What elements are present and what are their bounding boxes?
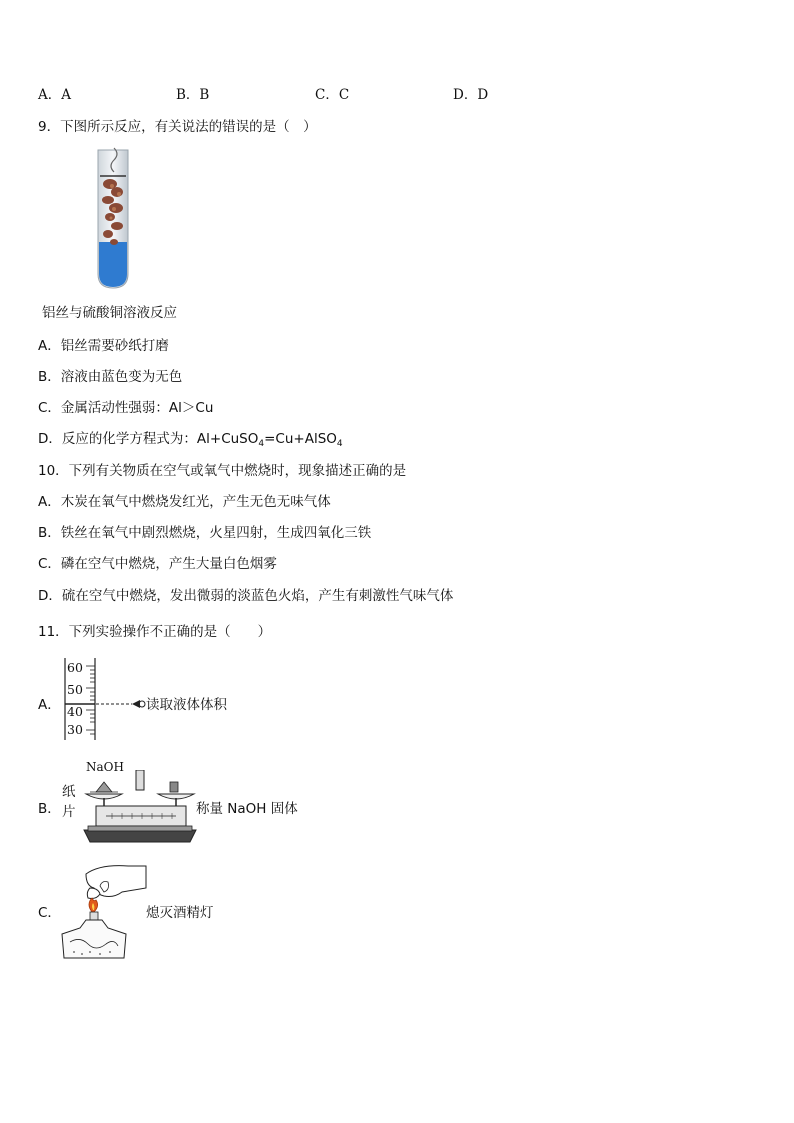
q11-a-caption: 读取液体体积 — [146, 697, 227, 713]
q11-stem: 11．下列实验操作不正确的是（ ） — [38, 624, 272, 640]
naoh-label: NaOH — [86, 760, 124, 774]
q11-b-label: B． — [38, 801, 61, 817]
q11-b-caption: 称量 NaOH 固体 — [196, 801, 298, 817]
cylinder-tick-label-60: 60 — [67, 660, 83, 675]
q9-option-a: A．铝丝需要砂纸打磨 — [38, 338, 169, 354]
q9-option-d-mid: =Cu+AlSO — [264, 431, 337, 447]
blue-solution — [99, 242, 127, 287]
balance-base — [84, 830, 196, 842]
q9-stem: 9．下图所示反应，有关说法的错误的是（ ） — [38, 119, 317, 135]
q11-c-caption: 熄灭酒精灯 — [146, 905, 214, 921]
paper-label-1: 纸 — [62, 784, 76, 800]
q9-option-b: B．溶液由蓝色变为无色 — [38, 369, 183, 385]
wick-holder — [90, 912, 98, 920]
test-tube-figure — [92, 146, 136, 292]
q10-option-b: B．铁丝在氧气中剧烈燃烧，火星四射，生成四氧化三铁 — [38, 525, 372, 541]
cylinder-tick-label-50: 50 — [67, 682, 83, 697]
weight-icon — [170, 782, 178, 792]
q8-option-c: C．C — [315, 87, 350, 103]
q8-option-d: D．D — [453, 87, 489, 103]
q9-option-d-sub1: 4 — [258, 439, 265, 449]
q10-stem: 10．下列有关物质在空气或氧气中燃烧时，现象描述正确的是 — [38, 463, 407, 479]
q10-option-c: C．磷在空气中燃烧，产生大量白色烟雾 — [38, 556, 277, 572]
alcohol-lamp-figure — [60, 862, 152, 962]
q9-figure-caption: 铝丝与硫酸铜溶液反应 — [42, 305, 177, 321]
q9-option-d-prefix: D．反应的化学方程式为：Al+CuSO — [38, 431, 259, 447]
q10-option-d: D．硫在空气中燃烧，发出微弱的淡蓝色火焰，产生有刺激性气味气体 — [38, 588, 454, 604]
q8-option-b: B．B — [176, 87, 210, 103]
q9-option-d — [38, 427, 343, 449]
balance-pointer-post — [136, 770, 144, 790]
cylinder-tick-label-30: 30 — [67, 722, 83, 737]
naoh-sample-on-paper — [96, 782, 112, 792]
q11-c-label: C． — [38, 905, 61, 921]
q11-a-label: A． — [38, 697, 61, 713]
q9-option-c: C．金属活动性强弱：Al＞Cu — [38, 400, 214, 416]
q9-option-d-sub2: 4 — [336, 439, 343, 449]
q10-option-a: A．木炭在氧气中燃烧发红光，产生无色无味气体 — [38, 494, 331, 510]
cylinder-tick-label-40: 40 — [67, 704, 83, 719]
lamp-body — [62, 920, 126, 958]
cylinder-scale-ticks — [86, 666, 95, 734]
balance-figure — [82, 770, 198, 850]
paper-label-2: 片 — [62, 804, 76, 820]
q8-option-a: A．A — [38, 87, 71, 103]
